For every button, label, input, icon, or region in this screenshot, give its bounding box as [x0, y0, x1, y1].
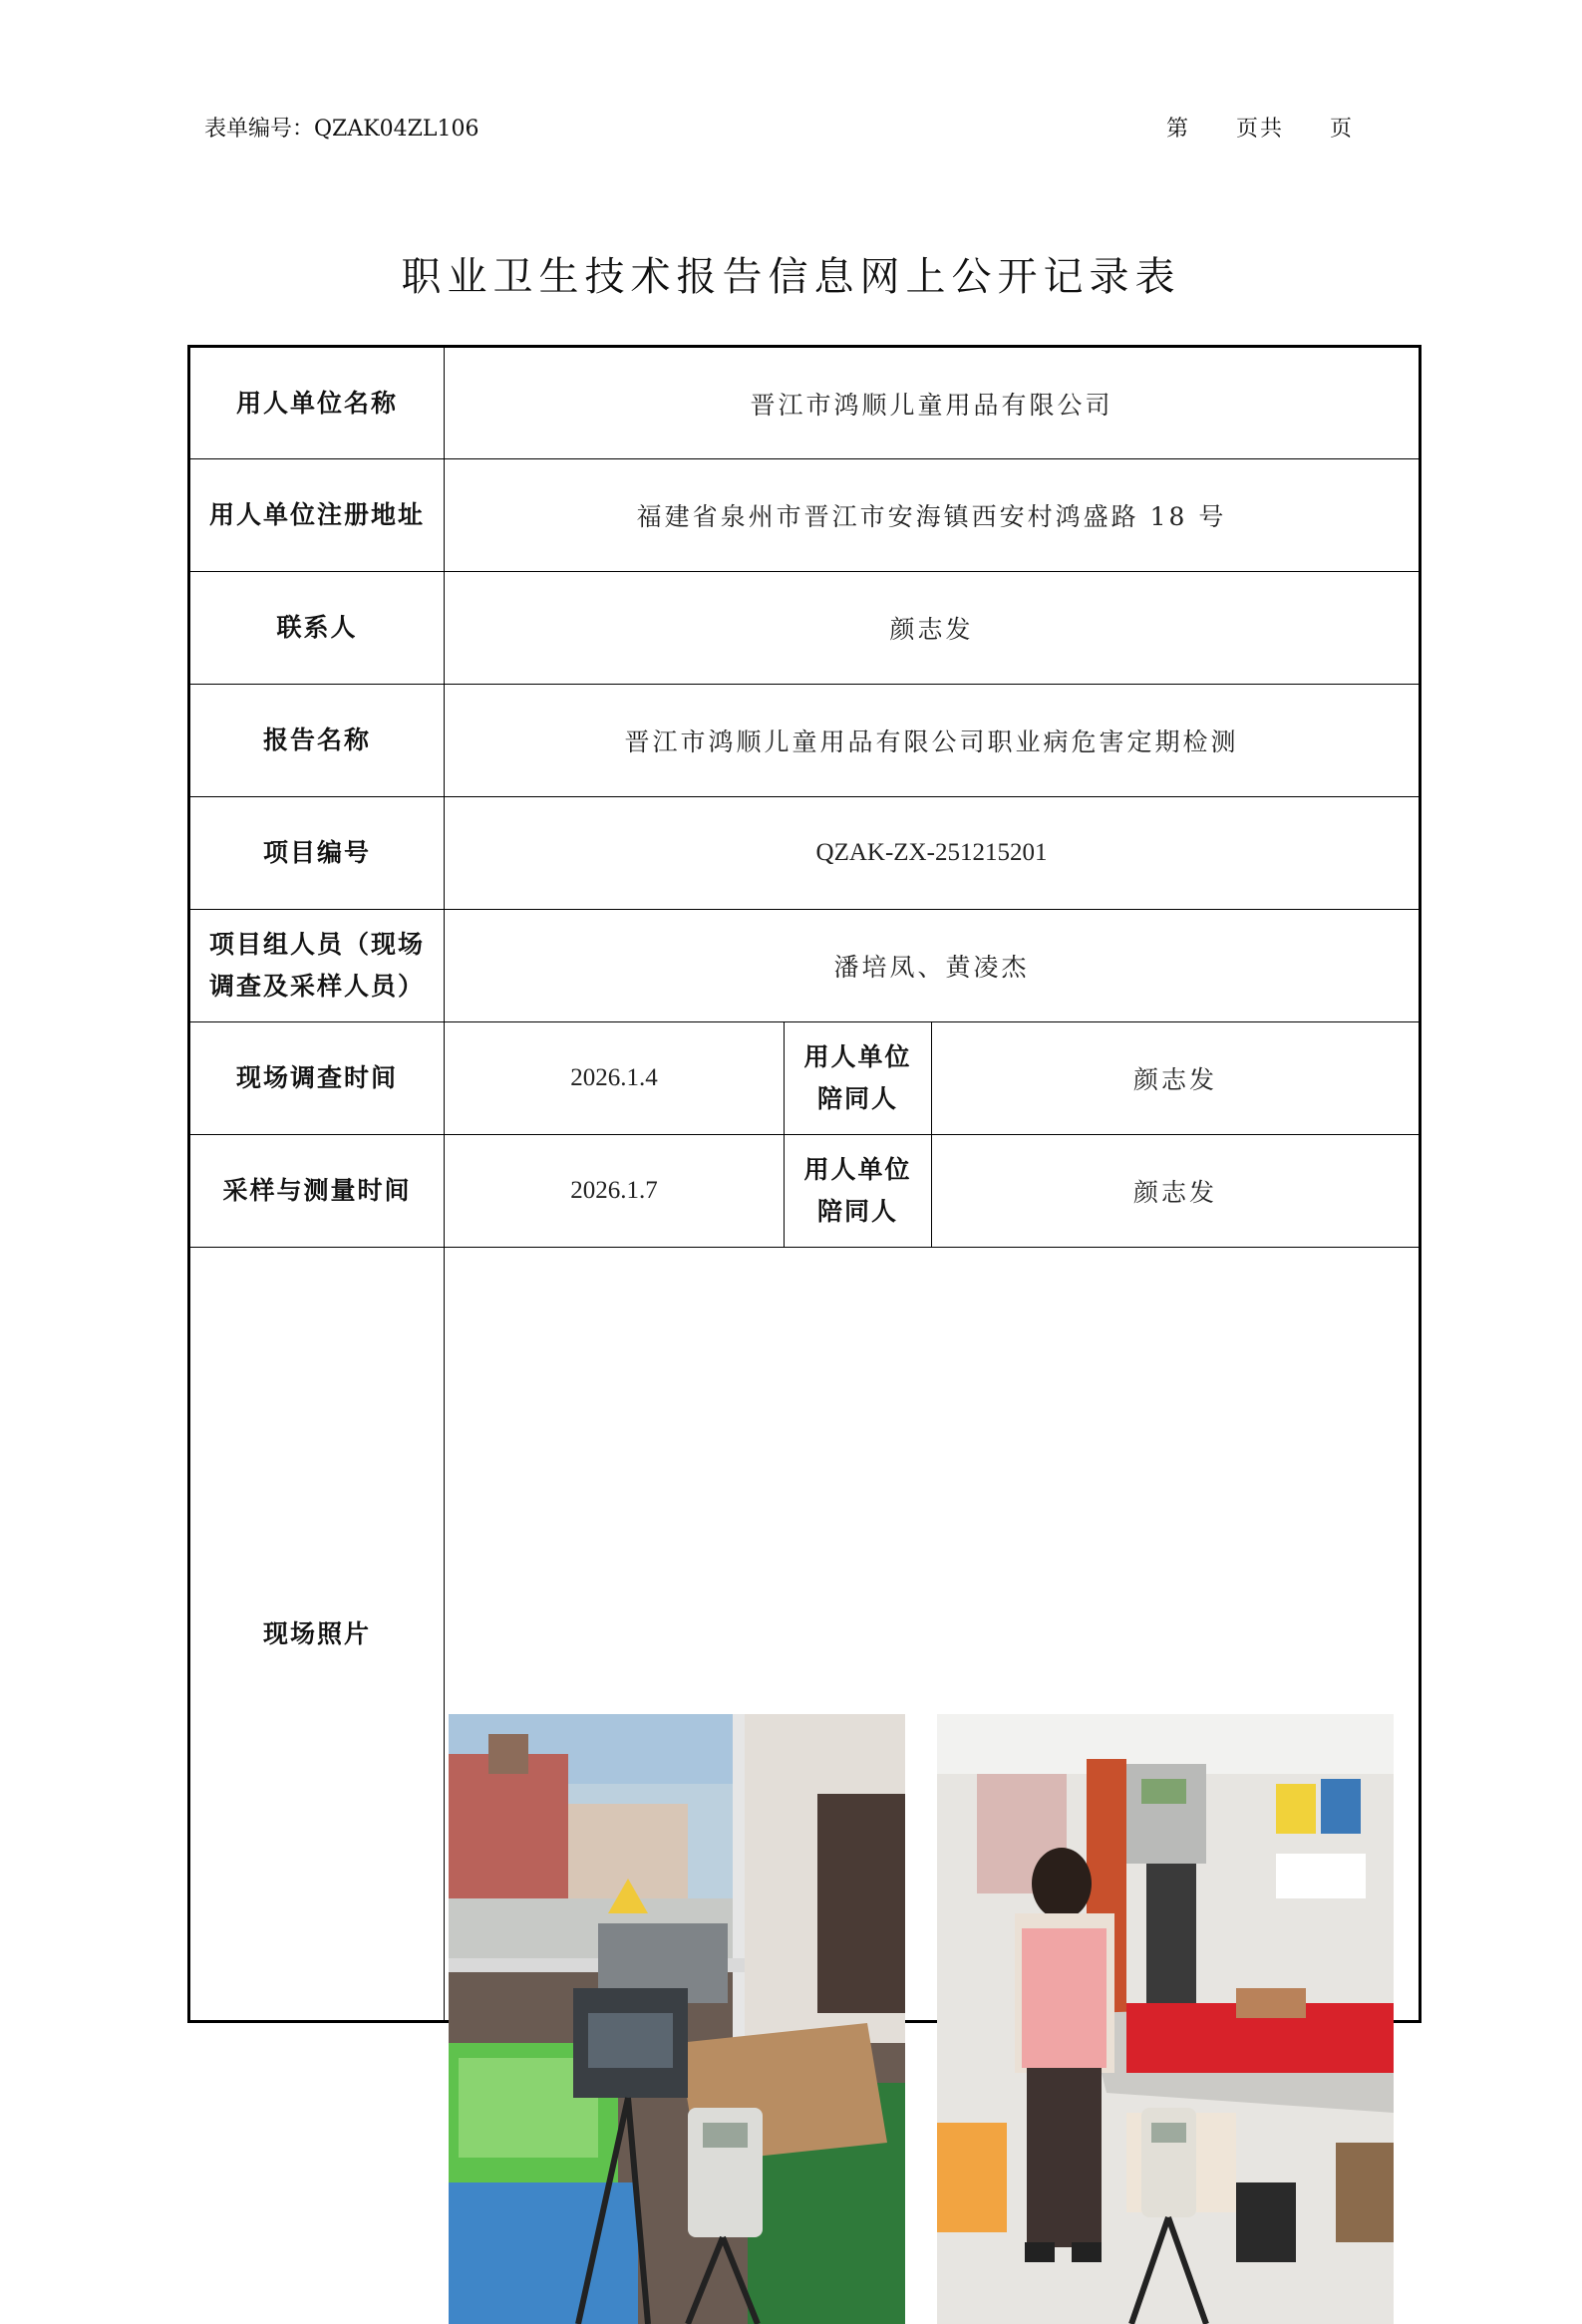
- report-name-value: 晋江市鸿顺儿童用品有限公司职业病危害定期检测: [445, 685, 1421, 797]
- form-number: 表单编号：QZAK04ZL106: [204, 117, 479, 142]
- team-value: 潘培凤、黄凌杰: [445, 910, 1421, 1022]
- sampling-escort: 颜志发: [932, 1135, 1421, 1248]
- page-info: [1166, 112, 1354, 143]
- row-survey: [189, 1022, 1421, 1135]
- row-sampling: [189, 1135, 1421, 1248]
- employer-name-label: 用人单位名称: [189, 347, 445, 459]
- row-report-name: [189, 685, 1421, 797]
- site-photo-instrument-graphic: [449, 1714, 905, 2324]
- team-label: [189, 910, 445, 1022]
- row-employer-address: [189, 459, 1421, 572]
- site-photo-worker-graphic: [937, 1714, 1394, 2324]
- sampling-date: 2026.1.7: [445, 1135, 785, 1248]
- row-contact: [189, 572, 1421, 685]
- project-no-value: QZAK-ZX-251215201: [445, 797, 1421, 910]
- page-info-part: 第: [1166, 117, 1191, 142]
- team-label-line2: 调查及采样人员）: [208, 972, 425, 1001]
- page-info-part: 页共: [1236, 117, 1285, 142]
- survey-escort: 颜志发: [932, 1022, 1421, 1135]
- site-photo-instrument: [449, 1714, 905, 2324]
- page-info-part: 页: [1330, 117, 1355, 142]
- row-employer-name: [189, 347, 1421, 459]
- project-no-label: 项目编号: [189, 797, 445, 910]
- contact-value: 颜志发: [445, 572, 1421, 685]
- contact-label: 联系人: [189, 572, 445, 685]
- row-photos: [189, 1248, 1421, 2022]
- report-name-label: 报告名称: [189, 685, 445, 797]
- employer-address-label: 用人单位注册地址: [189, 459, 445, 572]
- row-team: [189, 910, 1421, 1022]
- photos-cell: [445, 1248, 1421, 2022]
- survey-escort-label-line2: 陪同人: [816, 1084, 898, 1113]
- employer-name-value: 晋江市鸿顺儿童用品有限公司: [445, 347, 1421, 459]
- record-table: [187, 345, 1422, 2023]
- sampling-escort-label-line2: 陪同人: [816, 1197, 898, 1226]
- survey-escort-label-line1: 用人单位: [803, 1042, 912, 1071]
- sampling-escort-label: [785, 1135, 932, 1248]
- row-project-no: [189, 797, 1421, 910]
- sampling-escort-label-line1: 用人单位: [803, 1155, 912, 1184]
- site-photo-worker: [937, 1714, 1394, 2324]
- employer-address-value: 福建省泉州市晋江市安海镇西安村鸿盛路 18 号: [445, 459, 1421, 572]
- team-label-line1: 项目组人员（现场: [208, 930, 425, 959]
- survey-escort-label: [785, 1022, 932, 1135]
- sampling-label: 采样与测量时间: [189, 1135, 445, 1248]
- survey-label: 现场调查时间: [189, 1022, 445, 1135]
- survey-date: 2026.1.4: [445, 1022, 785, 1135]
- photos-label: 现场照片: [189, 1248, 445, 2022]
- page-title: 职业卫生技术报告信息网上公开记录表: [401, 254, 1181, 300]
